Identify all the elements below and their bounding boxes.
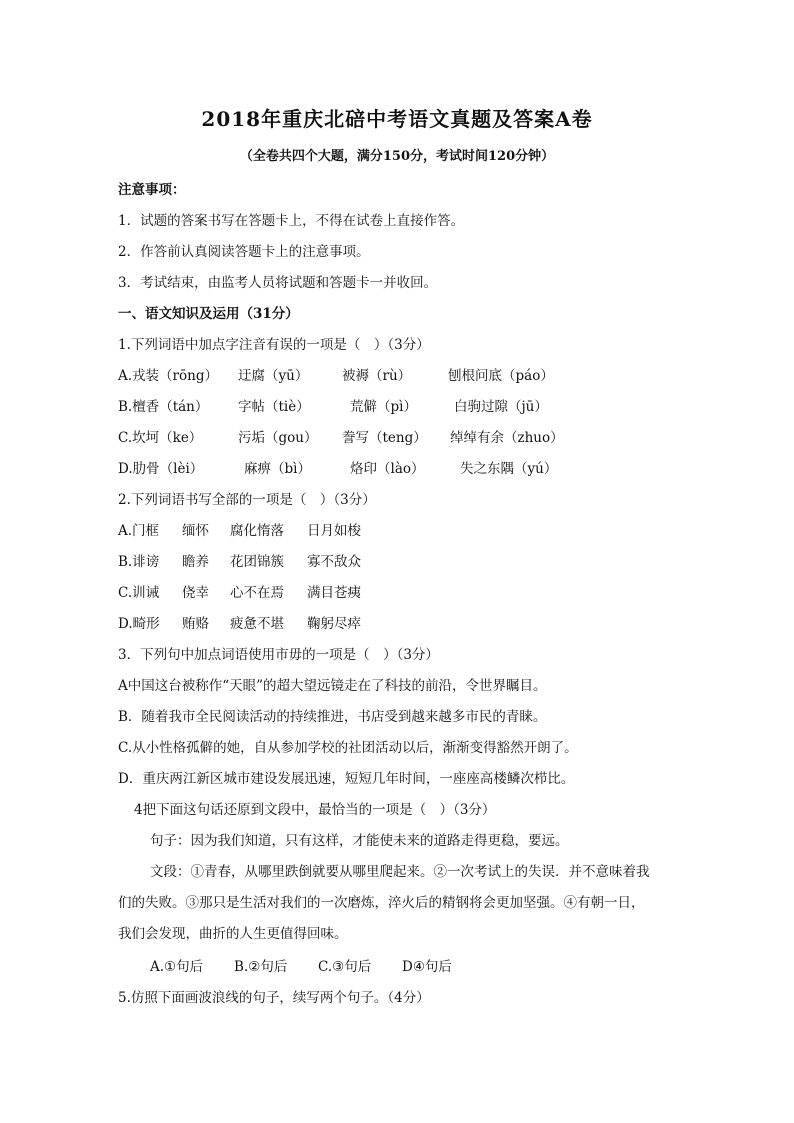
- note-item: 2．作答前认真阅读答题卡上的注意事项。: [118, 244, 370, 260]
- q4-sentence: 句子：因为我们知道，只有这样，才能使未来的道路走得更稳，要远。: [150, 833, 569, 849]
- q2-option-row: [118, 550, 361, 570]
- q1-option-cell: 失之东隅（yú）: [460, 461, 558, 477]
- q2-option-cell: A.门框: [118, 523, 160, 539]
- q2-option-cell: 满目苍痍: [307, 585, 361, 601]
- q1-option-cell: 字帖（tiè）: [238, 399, 310, 415]
- q2-option-cell: 侥幸: [182, 585, 209, 601]
- q4-passage-line: 们的失败。③那只是生活对我们的一次磨炼，淬火后的精钢将会更加坚强。④有朝一日，: [118, 895, 645, 911]
- question-4-stem: 4把下面这句话还原到文段中，最恰当的一项是（ ）（3分）: [134, 802, 496, 818]
- question-5-stem: 5.仿照下面画波浪线的句子，续写两个句子。（4分）: [118, 990, 430, 1006]
- page-title: 2018年重庆北碚中考语文真题及答案A卷: [201, 107, 593, 131]
- q1-option-cell: 誊写（teng）: [342, 430, 427, 446]
- q4-option: D④句后: [402, 959, 452, 975]
- q4-option: A.①句后: [150, 959, 204, 975]
- q1-option-cell: 荒僻（pì）: [350, 399, 417, 415]
- q3-option: C.从小性格孤僻的她，自从参加学校的社团活动以后，渐渐变得豁然开朗了。: [118, 740, 578, 756]
- q1-option-row: [118, 395, 548, 415]
- q2-option-cell: 心不在焉: [230, 585, 284, 601]
- q2-option-cell: 腐化惰落: [230, 523, 284, 539]
- q2-option-cell: C.训诫: [118, 585, 160, 601]
- q2-option-cell: D.畸形: [118, 616, 160, 632]
- q4-option: C.③句后: [318, 959, 372, 975]
- q4-option: B.②句后: [234, 959, 288, 975]
- q3-option: D．重庆两江新区城市建设发展迅速，短短几年时间，一座座高楼鳞次栉比。: [118, 771, 575, 787]
- note-item: 3．考试结束，由监考人员将试题和答题卡一并收回。: [118, 275, 438, 291]
- notes-heading: 注意事项：: [118, 182, 186, 198]
- q3-option: A中国这台被称作“天眼”的超大望远镜走在了科技的前沿，令世界瞩目。: [118, 678, 547, 694]
- question-3-stem: 3．下列句中加点词语使用市毋的一项是（ ）（3分）: [118, 647, 439, 663]
- question-1-stem: 1.下列词语中加点字注音有误的一项是（ ）（3分）: [118, 337, 430, 353]
- q1-option-cell: C.坎坷（ke）: [118, 430, 203, 446]
- q1-option-cell: 烙印（lào）: [350, 461, 425, 477]
- q1-option-cell: B.檀香（tán）: [118, 399, 209, 415]
- q2-option-cell: 贿赂: [182, 616, 209, 632]
- q1-option-cell: 麻痹（bì）: [244, 461, 311, 477]
- q4-option-row: [150, 955, 452, 975]
- q2-option-cell: 瞻养: [182, 554, 209, 570]
- q1-option-cell: 白驹过隙（jū）: [454, 399, 548, 415]
- q2-option-row: [118, 519, 361, 539]
- q1-option-cell: 刨根问底（páo）: [448, 368, 554, 384]
- q3-option: B．随着我市全民阅读活动的持续推进，书店受到越来越多市民的青睐。: [118, 709, 547, 725]
- section-heading: 一、语文知识及运用（31分）: [118, 306, 299, 322]
- q2-option-cell: 寡不敌众: [307, 554, 361, 570]
- q2-option-row: [118, 581, 361, 601]
- q1-option-cell: 绰绰有余（zhuo）: [450, 430, 564, 446]
- q1-option-cell: 迂腐（yū）: [238, 368, 309, 384]
- q1-option-cell: A.戎装（rōng）: [118, 368, 218, 384]
- q2-option-cell: 缅怀: [182, 523, 209, 539]
- q4-passage-line: 文段：①青春，从哪里跌倒就要从哪里爬起来。②一次考试上的失误．并不意味着我: [150, 864, 650, 880]
- note-item: 1．试题的答案书写在答题卡上，不得在试卷上直接作答。: [118, 213, 465, 229]
- question-2-stem: 2.下列词语书写全部的一项是（ ）（3分）: [118, 492, 376, 508]
- q1-option-cell: D.肋骨（lèi）: [118, 461, 204, 477]
- q1-option-cell: 被褥（rù）: [342, 368, 412, 384]
- q2-option-cell: 花团锦簇: [230, 554, 284, 570]
- q2-option-cell: 鞠躬尽瘁: [307, 616, 361, 632]
- q2-option-row: [118, 612, 361, 632]
- q2-option-cell: 日月如梭: [307, 523, 361, 539]
- q2-option-cell: 疲惫不堪: [230, 616, 284, 632]
- page-subtitle: （全卷共四个大题，满分150分，考试时间120分钟）: [239, 149, 555, 164]
- q1-option-row: [118, 457, 557, 477]
- q4-passage-line: 我们会发现，曲折的人生更值得回味。: [118, 926, 348, 942]
- q1-option-row: [118, 364, 554, 384]
- q2-option-cell: B.诽谤: [118, 554, 160, 570]
- q1-option-row: [118, 426, 564, 446]
- q1-option-cell: 污垢（gou）: [238, 430, 318, 446]
